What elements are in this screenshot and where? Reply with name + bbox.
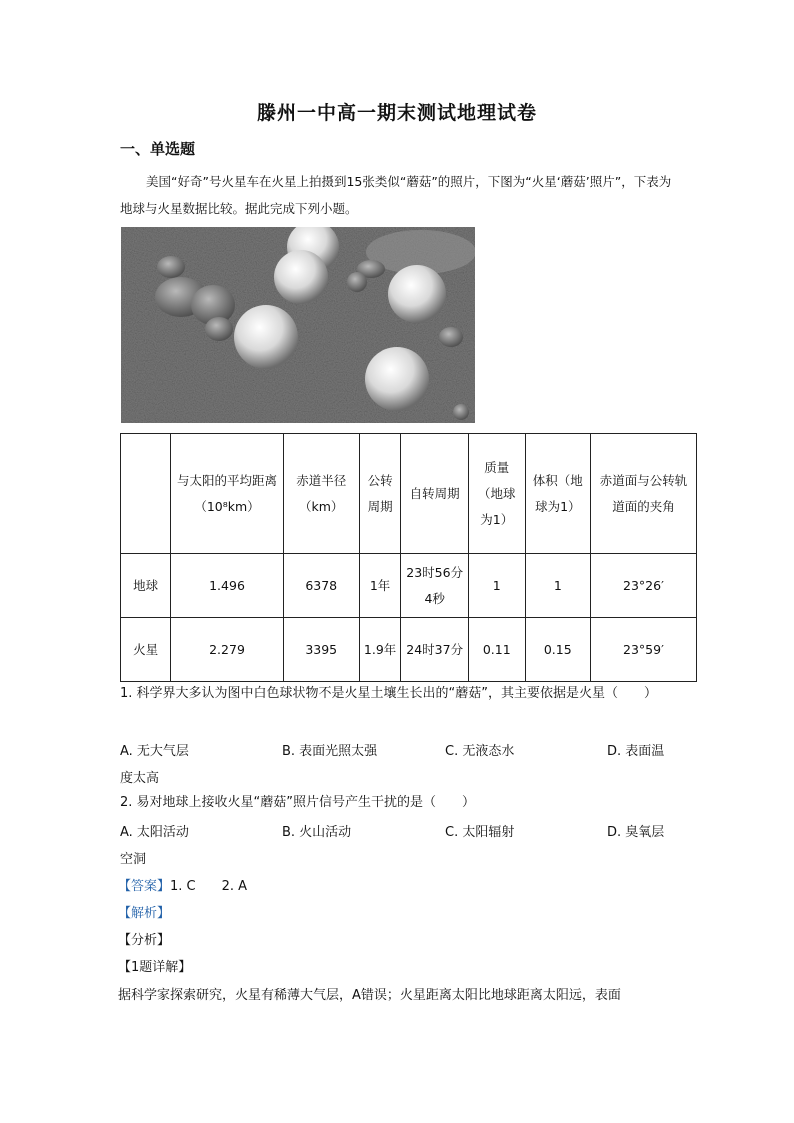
- table-cell: 1年: [359, 554, 401, 618]
- table-cell: 6378: [283, 554, 359, 618]
- table-header-cell: 质量（地球为1）: [468, 434, 525, 554]
- option-b: B. 表面光照太强: [282, 744, 378, 759]
- table-header-cell: [121, 434, 171, 554]
- option-b: B. 火山活动: [282, 825, 352, 840]
- table-cell: 3395: [283, 618, 359, 682]
- table-header-cell: 赤道面与公转轨道面的夹角: [590, 434, 696, 554]
- table-header-cell: 体积（地球为1）: [525, 434, 590, 554]
- table-header-cell: 自转周期: [401, 434, 468, 554]
- option-d-continuation: 空洞: [120, 852, 147, 867]
- question-2-text: 2. 易对地球上接收火星“蘑菇”照片信号产生干扰的是（ ）: [120, 795, 476, 810]
- table-cell: 23°59′: [590, 618, 696, 682]
- option-d: D. 臭氧层: [607, 825, 665, 840]
- table-header-cell: 公转周期: [359, 434, 401, 554]
- table-cell: 23°26′: [590, 554, 696, 618]
- section-heading: 一、单选题: [120, 140, 196, 158]
- intro-paragraph: 美国“好奇”号火星车在火星上拍摄到15张类似“蘑菇”的照片，下图为“火星‘蘑菇’照片”，下表为地球与火星数据比较。据此完成下列小题。: [120, 174, 672, 216]
- table-cell: 1: [525, 554, 590, 618]
- earth-mars-data-table: [120, 433, 697, 682]
- fenxi-tag: 【分析】: [118, 933, 171, 948]
- option-d-continuation: 度太高: [120, 771, 160, 786]
- photo-illustration: [121, 227, 475, 423]
- table-row: [121, 554, 697, 618]
- table-cell: 1.9年: [359, 618, 401, 682]
- table-cell: 火星: [121, 618, 171, 682]
- table-cell: 1: [468, 554, 525, 618]
- table-cell: 2.279: [171, 618, 283, 682]
- answer-tag: 【答案】: [118, 879, 171, 894]
- detail-tag: 【1题详解】: [118, 960, 192, 975]
- detail-text: 据科学家探索研究，火星有稀薄大气层，A错误；火星距离太阳比地球距离太阳远，表面: [118, 988, 621, 1003]
- table-cell: 0.15: [525, 618, 590, 682]
- answer-line: [118, 875, 247, 894]
- table-header-row: [121, 434, 697, 554]
- table-header-cell: 赤道半径（km）: [283, 434, 359, 554]
- page-title: 滕州一中高一期末测试地理试卷: [256, 102, 537, 124]
- option-c: C. 太阳辐射: [445, 825, 515, 840]
- table-header-cell: 与太阳的平均距离（10⁸km）: [171, 434, 283, 554]
- option-d: D. 表面温: [607, 744, 665, 759]
- option-a: A. 太阳活动: [120, 825, 189, 840]
- answer-text: 1. C 2. A: [170, 879, 248, 894]
- option-c: C. 无液态水: [445, 744, 515, 759]
- analysis-tag: 【解析】: [118, 906, 171, 921]
- table-cell: 地球: [121, 554, 171, 618]
- table-cell: 24时37分: [401, 618, 468, 682]
- table-cell: 1.496: [171, 554, 283, 618]
- option-a: A. 无大气层: [120, 744, 189, 759]
- table-cell: 23时56分4秒: [401, 554, 468, 618]
- table-cell: 0.11: [468, 618, 525, 682]
- table-row: [121, 618, 697, 682]
- mars-mushroom-photo: [121, 227, 475, 423]
- question-1-text: 1. 科学界大多认为图中白色球状物不是火星土壤生长出的“蘑菇”，其主要依据是火星（ ）: [120, 686, 658, 701]
